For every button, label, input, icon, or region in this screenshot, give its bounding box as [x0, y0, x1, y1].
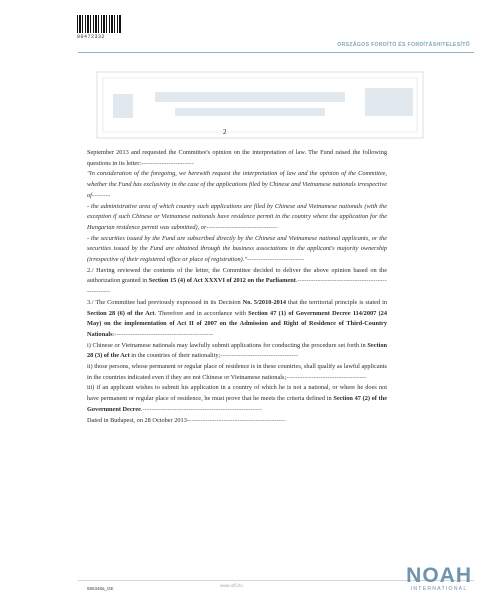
noah-international-logo: [406, 566, 472, 592]
list-item-i: i) Chinese or Vietnamese nationals may lawfully submit applications for conducting the procedure set forth in Section 28 (3) of the Act in the countries of their nationality;----------------------------------: [87, 341, 387, 360]
website-text: www.offi.hu: [220, 583, 243, 588]
header-rule: [78, 52, 474, 53]
document-body: [87, 148, 387, 426]
dated-line: Dated in Budapest, on 28 October 2013-------------------------------------------: [87, 416, 286, 424]
logo-word: NOAH: [406, 564, 472, 587]
quoted-question-point-2: - the securities issued by the Fund are subscribed directly by the Chinese and Vietnamese national applicants, or the securities issued by the Fund are obtained through the business associations in the applicant's majority ownership (irrespective of their registered office or place of registration)."-------------------------: [87, 234, 387, 264]
quoted-question-point-1: - the administrative area of which country such applications are filed by Chinese and Vietnamese nationals (with the exception if such Chinese or Vietnamese nationals have residence permit in the country where the application for the Hungarian residence permit was submitted), or-------------------------------: [87, 202, 387, 231]
logo-subtitle: INTERNATIONAL: [410, 586, 468, 592]
page-number: 2: [223, 128, 227, 136]
paragraph-3: 3./ The Committee had previously expressed in its Decision No. 5/2010-2014 that the territorial principle is stated in Section 28 (6) of the Act. Therefore and in accordance with Section 47 (1) of Government Decree 114/2007 (24 May) on the implementation of Act II of 2007 on the Admission and Right of Residence of Third-Country Nationals:-------------------------------------------: [87, 298, 387, 338]
paragraph-2: 2./ Having reviewed the contents of the letter, the Committee decided to deliver the above opinion based on the authorization granted in Section 15 (4) of Act XXXVI of 2012 on the Parliament.-------------------------------------------------: [87, 266, 387, 296]
paragraph-intro: September 2013 and requested the Committee's opinion on the interpretation of law. The Fund raised the following questions in its letter:-----------------------: [87, 149, 387, 167]
list-item-iii: iii) if an applicant wishes to submit his application in a country of which he is not a national, or where he does not have permanent or regular place of residence, he must prove that he meets the criteria defined in Section 47 (2) of the Government Decree.----------------------------------------------------: [87, 384, 388, 413]
quoted-question: "In consideration of the foregoing, we herewith request the interpretation of law and the opinion of the Committee, whether the Fund has exclusivity in the case of the applications filed by Chinese and Vietnamese nationals irrespective of--------: [87, 170, 387, 199]
list-item-ii: ii) those persons, whose permanent or regular place of residence is in these countries, shall qualify as lawful applicants in the countries indicated even if they are not Chinese or Vietnamese nationals;-----------------------------------: [87, 363, 387, 381]
office-name: ORSZÁGOS FORDÍTÓ ÉS FORDÍTÁSHITELESÍTŐ: [337, 42, 470, 48]
serial-number: 00472332: [77, 34, 106, 40]
faint-seal-stamp: [95, 70, 425, 140]
barcode: [77, 15, 121, 33]
document-reference: 556348a_GE: [87, 586, 114, 591]
